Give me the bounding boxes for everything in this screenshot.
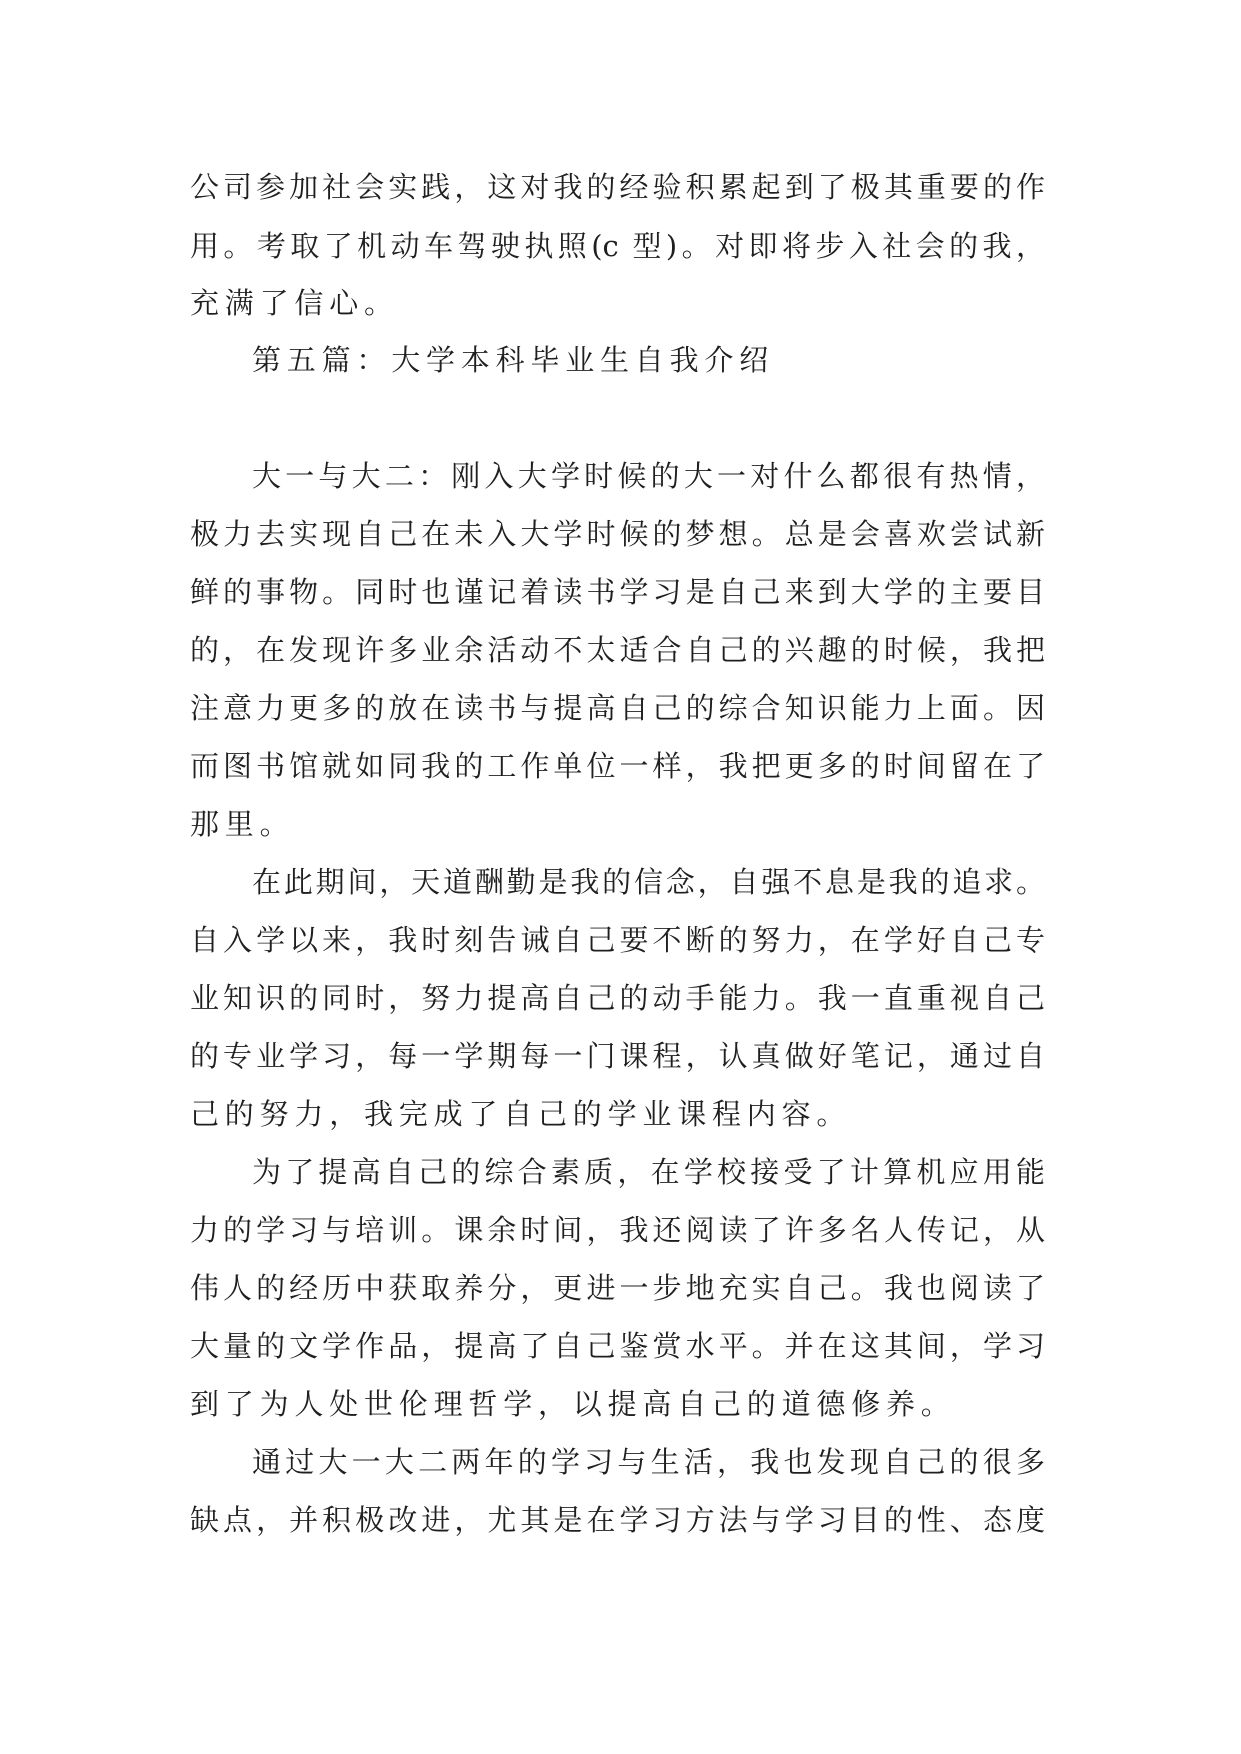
text-line: 大一与大二：刚入大学时候的大一对什么都很有热情，: [252, 459, 1045, 493]
text-line: 业知识的同时，努力提高自己的动手能力。我一直重视自己: [190, 981, 1045, 1015]
text-line: 的专业学习，每一学期每一门课程，认真做好笔记，通过自: [190, 1039, 1045, 1073]
section-title: 第五篇：大学本科毕业生自我介绍: [252, 343, 775, 377]
text-line: 伟人的经历中获取养分，更进一步地充实自己。我也阅读了: [190, 1271, 1045, 1305]
text-line: 公司参加社会实践，这对我的经验积累起到了极其重要的作: [190, 170, 1045, 204]
text-line: 充满了信心。: [190, 286, 399, 320]
text-line: 自入学以来，我时刻告诫自己要不断的努力，在学好自己专: [190, 923, 1045, 957]
text-line: 己的努力，我完成了自己的学业课程内容。: [190, 1097, 852, 1131]
text-line: 大量的文学作品，提高了自己鉴赏水平。并在这其间，学习: [190, 1329, 1045, 1363]
text-line: 为了提高自己的综合素质，在学校接受了计算机应用能: [252, 1155, 1045, 1189]
text-line: 鲜的事物。同时也谨记着读书学习是自己来到大学的主要目: [190, 575, 1045, 609]
text-line: 而图书馆就如同我的工作单位一样，我把更多的时间留在了: [190, 749, 1045, 783]
text-line: 通过大一大二两年的学习与生活，我也发现自己的很多: [252, 1445, 1045, 1479]
text-line: 力的学习与培训。课余时间，我还阅读了许多名人传记，从: [190, 1213, 1045, 1247]
text-line: 缺点，并积极改进，尤其是在学习方法与学习目的性、态度: [190, 1503, 1045, 1537]
text-line: 用。考取了机动车驾驶执照(c 型)。对即将步入社会的我，: [190, 229, 1045, 263]
text-line: 极力去实现自己在未入大学时候的梦想。总是会喜欢尝试新: [190, 517, 1045, 551]
text-line: 在此期间，天道酬勤是我的信念，自强不息是我的追求。: [252, 865, 1045, 899]
text-line: 的，在发现许多业余活动不太适合自己的兴趣的时候，我把: [190, 633, 1045, 667]
text-line: 注意力更多的放在读书与提高自己的综合知识能力上面。因: [190, 691, 1045, 725]
text-line: 到了为人处世伦理哲学，以提高自己的道德修养。: [190, 1387, 956, 1421]
text-line: 那里。: [190, 807, 295, 841]
